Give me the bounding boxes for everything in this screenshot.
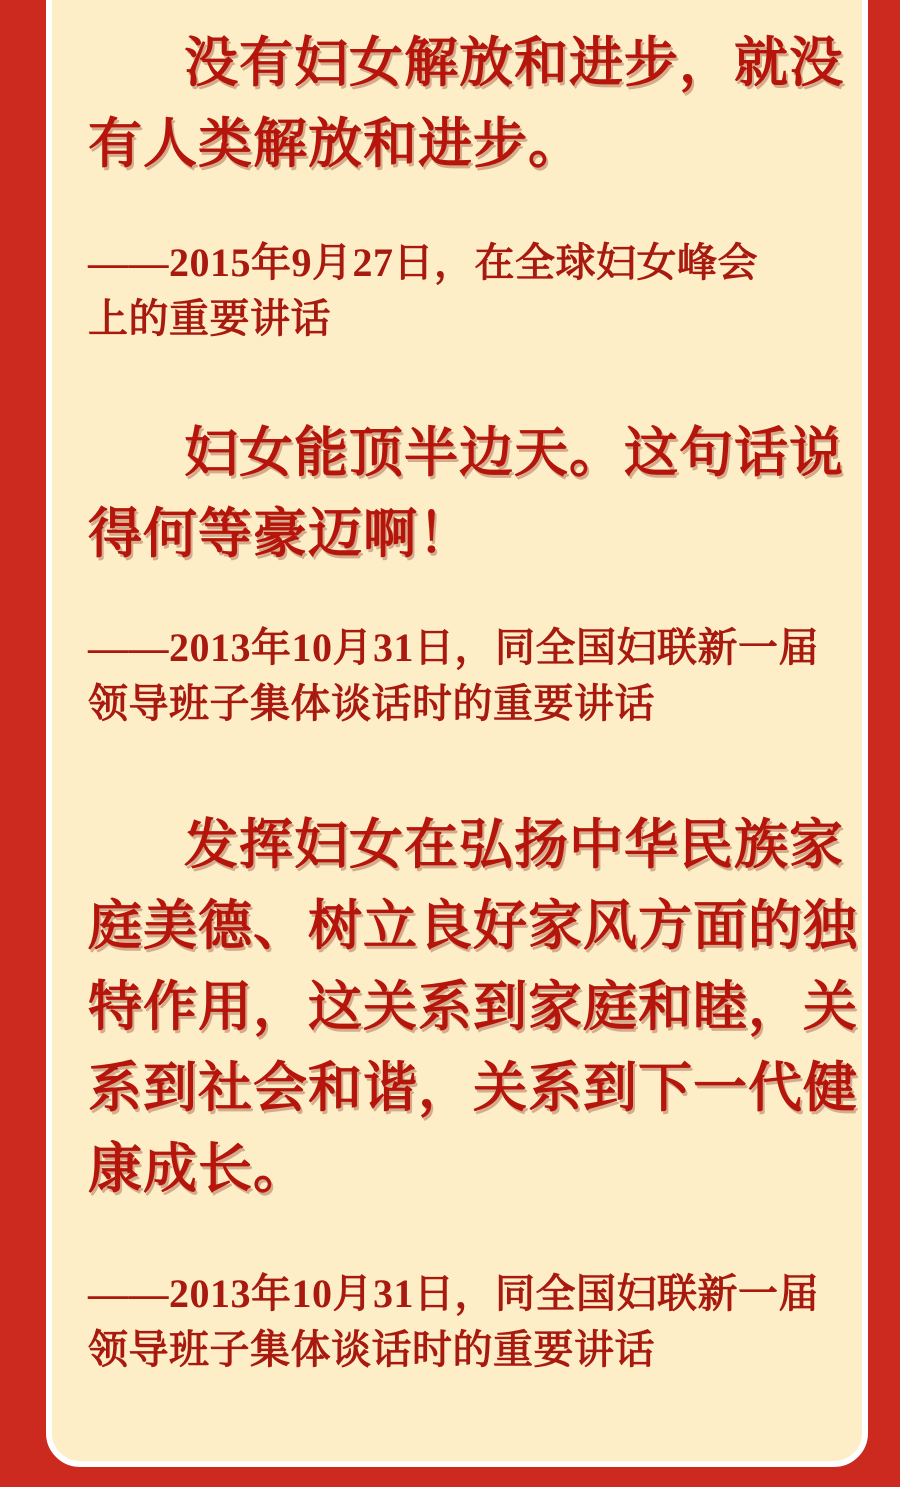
quote-block-1 xyxy=(88,23,850,347)
quote-block-3 xyxy=(88,805,858,1378)
quote-line: 康成长。 xyxy=(88,1139,308,1199)
attribution-line: ——2013年10月31日，同全国妇联新一届 xyxy=(88,1271,819,1316)
quote-panel xyxy=(46,0,868,1467)
attribution-line: ——2015年9月27日，在全球妇女峰会 xyxy=(88,240,758,285)
quote-attribution-2 xyxy=(88,620,850,732)
quote-text-1 xyxy=(88,23,850,185)
quote-line: 得何等豪迈啊！ xyxy=(88,504,473,564)
quote-block-2 xyxy=(88,413,850,732)
quote-text-2 xyxy=(88,413,850,575)
quote-line: 发挥妇女在弘扬中华民族家 xyxy=(184,815,844,875)
attribution-line: ——2013年10月31日，同全国妇联新一届 xyxy=(88,625,819,670)
attribution-line: 上的重要讲话 xyxy=(88,296,331,341)
quote-line: 系到社会和谐，关系到下一代健 xyxy=(88,1058,858,1118)
quote-line: 没有妇女解放和进步，就没 xyxy=(184,33,844,93)
attribution-line: 领导班子集体谈话时的重要讲话 xyxy=(88,1327,655,1372)
quote-text-3 xyxy=(88,805,858,1210)
quote-line: 妇女能顶半边天。这句话说 xyxy=(184,423,844,483)
quote-attribution-1 xyxy=(88,235,850,347)
quote-line: 特作用，这关系到家庭和睦，关 xyxy=(88,977,858,1037)
quote-attribution-3 xyxy=(88,1266,850,1378)
quote-line: 庭美德、树立良好家风方面的独 xyxy=(88,896,858,956)
quote-line: 有人类解放和进步。 xyxy=(88,114,583,174)
attribution-line: 领导班子集体谈话时的重要讲话 xyxy=(88,681,655,726)
